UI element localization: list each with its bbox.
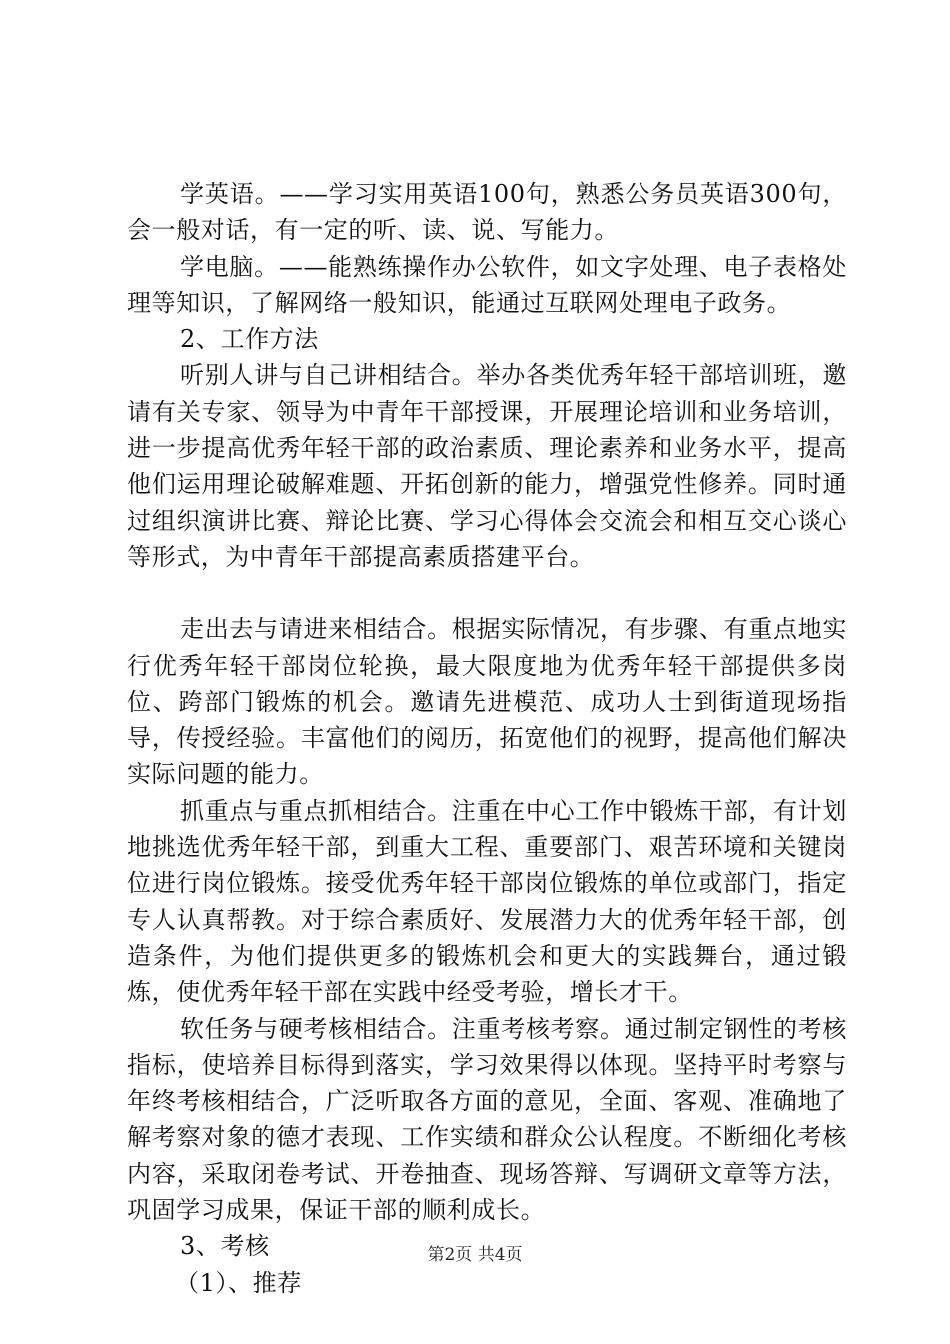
paragraph-listen-and-speak: 听别人讲与自己讲相结合。举办各类优秀年轻干部培训班，邀请有关专家、领导为中青年干部授课，开展理论培训和业务培训，进一步提高优秀年轻干部的政治素质、理论素养和业务水平，提高他们运用理论破解难题、开拓创新的能力，增强党性修养。同时通过组织演讲比赛、辩论比赛、学习心得体会交流会和相互交心谈心等形式，为中青年干部提高素质搭建平台。 [127,361,847,571]
section-heading-work-methods: 2、工作方法 [180,325,319,354]
paragraph-soft-tasks-hard-assessment: 软任务与硬考核相结合。注重考核考察。通过制定钢性的考核指标，使培养目标得到落实，学习效果得以体现。坚持平时考察与年终考核相结合，广泛听取各方面的意见，全面、客观、准确地了解考察对象的德才表现、工作实绩和群众公认程度。不断细化考核内容，采取闭卷考试、开卷抽查、现场答辩、写调研文章等方法，巩固学习成果，保证干部的顺利成长。 [127,1014,847,1225]
page-footer: 第2页 共4页 [427,1245,523,1265]
subsection-heading-recommend: （1）、推荐 [175,1268,302,1297]
paragraph-learn-computer: 学电脑。——能熟练操作办公软件，如文字处理、电子表格处理等知识，了解网络一般知识，能通过互联网处理电子政务。 [127,252,847,317]
paragraph-learn-english: 学英语。——学习实用英语100句，熟悉公务员英语300句，会一般对话，有一定的听、读、说、写能力。 [127,180,847,245]
paragraph-gap [127,575,847,611]
paragraph-focus-on-key-points: 抓重点与重点抓相结合。注重在中心工作中锻炼干部，有计划地挑选优秀年轻干部，到重大工程、重要部门、艰苦环境和关键岗位进行岗位锻炼。接受优秀年轻干部岗位锻炼的单位或部门，指定专人认真帮教。对于综合素质好、发展潜力大的优秀年轻干部，创造条件，为他们提供更多的锻炼机会和更大的实践舞台，通过锻炼，使优秀年轻干部在实践中经受考验，增长才干。 [127,796,847,1007]
section-heading-assessment: 3、考核 [180,1232,270,1261]
document-body [127,176,847,1301]
paragraph-go-out-invite-in: 走出去与请进来相结合。根据实际情况，有步骤、有重点地实行优秀年轻干部岗位轮换，最大限度地为优秀年轻干部提供多岗位、跨部门锻炼的机会。邀请先进模范、成功人士到街道现场指导，传授经验。丰富他们的阅历，拓宽他们的视野，提高他们解决实际问题的能力。 [127,615,847,789]
